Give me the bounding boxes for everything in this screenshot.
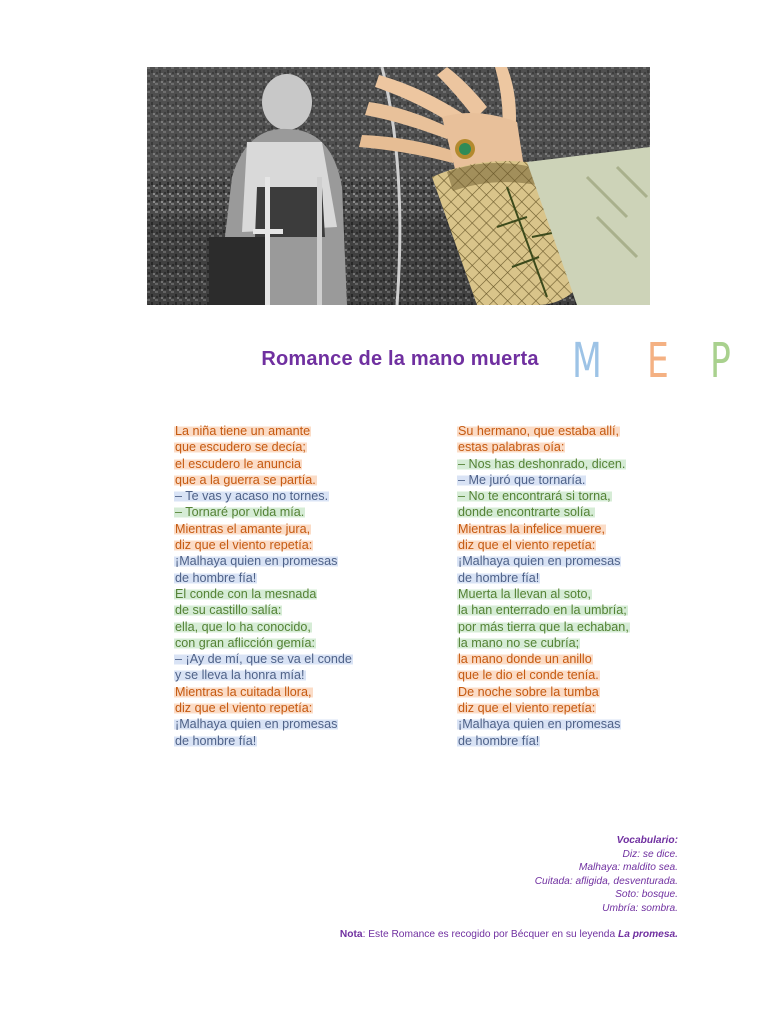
poem-line [174, 456, 434, 472]
poem-line-text: ella, que lo ha conocido, [175, 619, 311, 634]
poem-line [457, 423, 717, 439]
poem-line [174, 504, 434, 520]
poem-line [174, 488, 434, 504]
mep-logo-letter-p: P [710, 333, 732, 389]
note-label: Nota [339, 929, 363, 940]
poem-column-left [174, 423, 434, 749]
poem-line-text: que a la guerra se partía. [175, 472, 316, 487]
poem-line [174, 537, 434, 553]
poem-line [174, 651, 434, 667]
poem-line-text: De noche sobre la tumba [458, 684, 599, 699]
poem-line-text: – Nos has deshonrado, dicen. [458, 456, 626, 471]
poem-line-text: Mientras la cuitada llora, [175, 684, 312, 699]
poem-line [174, 472, 434, 488]
poem-line [457, 456, 717, 472]
poem-line-text: de hombre fía! [175, 733, 257, 748]
poem-line [457, 553, 717, 569]
poem-line [457, 472, 717, 488]
poem-line [457, 439, 717, 455]
poem-line-text: ¡Malhaya quien en promesas [175, 717, 338, 732]
poem-line [457, 667, 717, 683]
poem-line [174, 423, 434, 439]
poem-line [174, 619, 434, 635]
poem-line [457, 570, 717, 586]
poem-line-text: diz que el viento repetía: [458, 701, 596, 716]
header-image [147, 67, 650, 305]
poem-line [174, 635, 434, 651]
note [340, 929, 678, 940]
poem-column-right [457, 423, 717, 749]
poem-line [457, 504, 717, 520]
poem-line-text: por más tierra que la echaban, [458, 619, 629, 634]
poem-line-text: Mientras el amante jura, [175, 521, 311, 536]
poem-line [457, 635, 717, 651]
poem-line-text: – No te encontrará si torna, [458, 489, 611, 504]
poem-line-text: de su castillo salía: [175, 603, 282, 618]
poem-line [457, 651, 717, 667]
poem-line-text: de hombre fía! [175, 570, 257, 585]
vocabulary-item: Cuitada: afligida, desventurada. [534, 875, 678, 887]
poem-line [457, 537, 717, 553]
vocabulary-heading: Vocabulario: [616, 835, 678, 846]
poem-line-text: diz que el viento repetía: [175, 538, 313, 553]
poem-line-text: – ¡Ay de mí, que se va el conde [175, 652, 352, 667]
poem-line-text: El conde con la mesnada [175, 586, 317, 601]
note-work-title: La promesa. [617, 929, 678, 940]
vocabulary-item: Malhaya: maldito sea. [578, 862, 678, 874]
poem-line-text: La niña tiene un amante [175, 424, 311, 438]
poem-line [457, 619, 717, 635]
poem-line-text: de hombre fía! [458, 570, 540, 585]
poem-line [174, 667, 434, 683]
vocabulary-item: Soto: bosque. [615, 889, 678, 901]
page-title: Romance de la mano muerta [261, 348, 539, 370]
poem-line-text: donde encontrarte solía. [458, 505, 594, 520]
poem-line-text: que le dio el conde tenía. [458, 668, 599, 683]
poem-line [457, 716, 717, 732]
poem-line [457, 488, 717, 504]
poem-line-text: y se lleva la honra mía! [175, 668, 305, 683]
vocabulary-item: Diz: se dice. [622, 848, 678, 860]
poem-line-text: ¡Malhaya quien en promesas [175, 554, 338, 569]
poem-line [457, 700, 717, 716]
poem-line-text: la mano donde un anillo [458, 652, 592, 667]
poem-line [174, 439, 434, 455]
poem-line-text: de hombre fía! [458, 733, 540, 748]
note-text: : Este Romance es recogido por Bécquer en su leyenda [362, 929, 618, 940]
poem-line [174, 602, 434, 618]
poem-line-text: – Tornaré por vida mía. [175, 505, 305, 520]
poem-line [457, 733, 717, 749]
poem-line-text: con gran aflicción gemía: [175, 635, 316, 650]
poem-line [457, 684, 717, 700]
poem-line [174, 570, 434, 586]
poem-line-text: diz que el viento repetía: [175, 701, 313, 716]
poem-line-text: – Te vas y acaso no tornes. [175, 489, 329, 504]
poem-line-text: estas palabras oía: [458, 440, 565, 455]
poem-line-text: el escudero le anuncia [175, 456, 302, 471]
poem-line-text: ¡Malhaya quien en promesas [458, 717, 621, 732]
poem-line-text: diz que el viento repetía: [458, 538, 596, 553]
poem-line [174, 700, 434, 716]
poem-line-text: la mano no se cubría; [458, 635, 580, 650]
poem-line [174, 586, 434, 602]
mep-logo-letter-e: E [646, 333, 669, 389]
poem-line [457, 586, 717, 602]
poem-line-text: Su hermano, que estaba allí, [458, 424, 620, 438]
poem-line-text: la han enterrado en la umbría; [458, 603, 627, 618]
poem-line [457, 521, 717, 537]
mep-logo [572, 333, 757, 389]
poem-line [174, 521, 434, 537]
poem-line [174, 716, 434, 732]
vocabulary-box [535, 834, 678, 916]
vocabulary-item: Umbría: sombra. [602, 902, 678, 914]
poem-line [457, 602, 717, 618]
poem-line-text: que escudero se decía; [175, 440, 306, 455]
poem-line [174, 684, 434, 700]
poem-line [174, 733, 434, 749]
mep-logo-letter-m: M [572, 333, 602, 389]
poem-line-text: – Me juró que tornaría. [458, 472, 586, 487]
poem-line [174, 553, 434, 569]
poem-line-text: ¡Malhaya quien en promesas [458, 554, 621, 569]
poem-line-text: Muerta la llevan al soto, [458, 586, 592, 601]
poem-line-text: Mientras la infelice muere, [458, 521, 605, 536]
